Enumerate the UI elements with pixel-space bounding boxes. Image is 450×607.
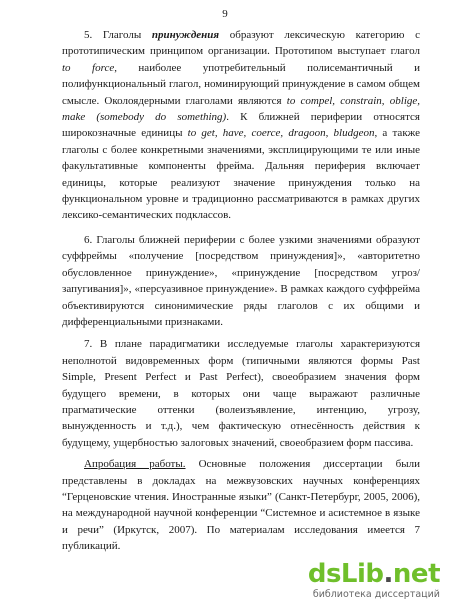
italic-term: to force [62, 61, 115, 74]
document-body [62, 27, 420, 563]
paragraph-approbation [62, 456, 420, 554]
paragraph-7 [62, 336, 420, 451]
text-segment: 7. В плане парадигматики исследуемые глаголы характеризуются неполнотой видовременных форм (типичными являются формы Past Simple, Present Perfect и Past Perfect), своеобразием значения форм будущего времени, в которых они чаще выражают различные прагматические оттенки (волеизъявление, интенцию, угрозу, вынужденность и т.д.), чем фактическую отнесённость действия к будущему, ущербностью залоговых значений, своеобразием форм пассива. [62, 338, 420, 449]
dslib-watermark [290, 559, 440, 601]
text-segment: . К ближней периферии относятся широкозначные единицы [62, 111, 420, 140]
italic-term: to compel, constrain, oblige, make (somebody do something) [62, 94, 421, 124]
page-number: 9 [222, 8, 228, 20]
text-segment: 5. Глаголы [84, 29, 152, 41]
section-heading-underlined: Апробация работы. [84, 458, 186, 471]
text-segment: , а также глаголы с более конкретными значениями, эксплицирующими те или иные факультативные компоненты фрейма. Дальняя периферия включает единицы, которые реализуют значение принуждения только на функциональном уровне и традиционно рассматриваются в рамках других лексико-семантических подклассов. [62, 127, 420, 222]
watermark-subtitle: библиотека диссертаций [312, 589, 440, 600]
text-segment: Основные положения диссертации были представлены в докладах на межвузовских научных конференциях “Герценовские чтения. Иностранные языки” (Санкт-Петербург, 2005, 2006), на международной научной конференции “Системное и асистемное в языке и речи” (Иркутск, 2007). По материалам исследования имеется 7 публикаций. [62, 458, 420, 553]
paragraph-5 [62, 27, 420, 224]
text-segment: 6. Глаголы ближней периферии с более узкими значениями образуют суффреймы «получение [посредством принуждения]», «авторитетно обусловленное принуждение», «принуждение [посредством угроз/запугивания]», «персуазивное принуждение». В рамках каждого суффрейма объективируются синонимические ряды глаголов с их общими и дифференциальными признаками. [62, 233, 420, 328]
paragraph-6 [62, 232, 420, 330]
italic-term: to get, have, coerce, dragoon, bludgeon [187, 127, 375, 140]
watermark-logo: dsLib.net [307, 559, 440, 589]
text-segment: , наиболее употребительный полисемантичный и полифункциональный глагол, номинирующий принуждение в самом общем смысле. Околоядерными глаголами являются [62, 61, 421, 107]
key-term-bold-italic: принуждения [151, 29, 220, 41]
text-segment: образуют лексическую категорию с прототипическим принципом организации. Прототипом выступает глагол [62, 29, 420, 58]
